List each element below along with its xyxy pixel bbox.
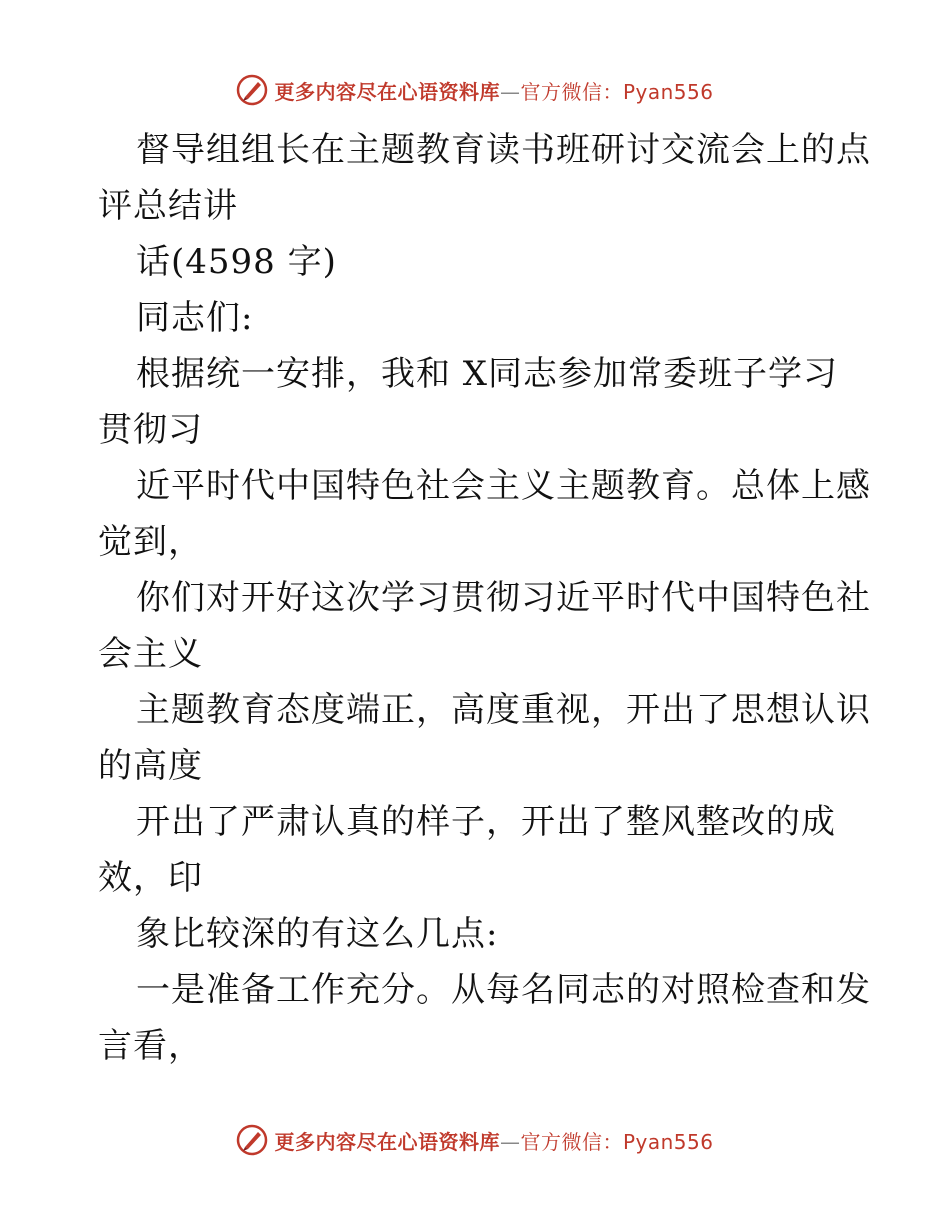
- text-line: 同志们:: [136, 298, 254, 338]
- document-body: [98, 122, 871, 1074]
- text-line: 你们对开好这次学习贯彻习近平时代中国特色社: [136, 578, 871, 618]
- banner-slogan: 更多内容尽在心语资料库: [274, 1129, 500, 1154]
- quill-pen-logo-icon: [236, 74, 268, 106]
- text-line: 象比较深的有这么几点:: [136, 914, 499, 954]
- text-line: 的高度: [98, 746, 203, 786]
- text-line: 话(4598 字): [136, 242, 337, 282]
- text-line: 根据统一安排，我和 X同志参加常委班子学习: [136, 354, 839, 394]
- text-line: 会主义: [98, 634, 203, 674]
- text-line: 主题教育态度端正，高度重视，开出了思想认识: [136, 690, 871, 730]
- text-line: 开出了严肃认真的样子，开出了整风整改的成: [136, 802, 836, 842]
- text-line: 一是准备工作充分。从每名同志的对照检查和发: [136, 970, 871, 1010]
- footer-banner: [0, 1120, 950, 1160]
- text-line: 言看，: [98, 1026, 203, 1066]
- text-line: 近平时代中国特色社会主义主题教育。总体上感: [136, 466, 871, 506]
- text-line: 效，印: [98, 858, 203, 898]
- text-line: 贯彻习: [98, 410, 203, 450]
- text-line: 督导组组长在主题教育读书班研讨交流会上的点: [136, 130, 871, 170]
- banner-text: [274, 76, 713, 105]
- banner-wechat: 官方微信：Pyan556: [520, 79, 714, 104]
- text-line: 评总结讲: [98, 186, 238, 226]
- banner-separator: —: [499, 79, 521, 104]
- banner-slogan: 更多内容尽在心语资料库: [274, 79, 500, 104]
- text-line: 觉到，: [98, 522, 203, 562]
- banner-text: [274, 1126, 713, 1155]
- header-banner: [0, 70, 950, 110]
- banner-separator: —: [499, 1129, 521, 1154]
- quill-pen-logo-icon: [236, 1124, 268, 1156]
- banner-wechat: 官方微信：Pyan556: [520, 1129, 714, 1154]
